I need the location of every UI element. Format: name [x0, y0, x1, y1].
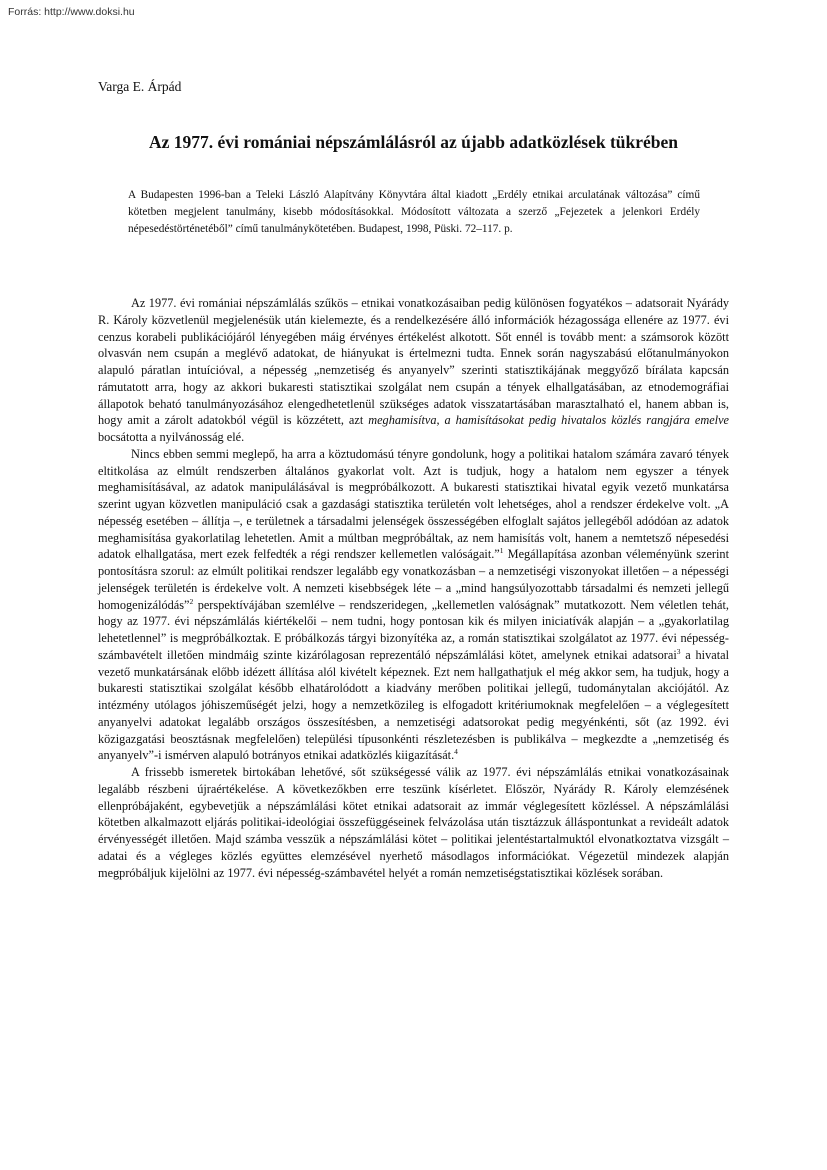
paragraph-2-text-d: a hivatal vezető munkatársának előbb idézett állítása alól kivételt képeznek. Ezt nem hallgathatjuk el még akkor sem, ha tudjuk, hogy a bukaresti statisztikai szolgálat később elhatárolódott a kiadvány merőben politikai jellegű, tudománytalan akciójától. Az intézmény utólagos jóhiszeműségét jelzi, hogy a nemzetközileg is elfogadott kritériumoknak megfelelően – a véglegesített anyanyelvi adatokat legalább országos összesítésben, a nemzetiségi adatsorokat pedig megyénkénti, sőt (az 1992. évi közigazgatási beosztásnak megfelelően) települési típusonkénti részletezésben is publikálva – megkezdte a „nemzetiség és anyanyelv”-i ismérven alapuló botrányos etnikai adatközlés kiigazítását.: [98, 647, 729, 763]
paragraph-2-text-b: Megállapítása azonban véleményünk szerint pontosításra szorul: az elmúlt politikai rendszer legalább egy vonatkozásban – a nemzetiségi viszonyokat illetően – a népességi jelenségek területén is érdekelve volt. A nemzeti kisebbségek léte – a „mind hangsúlyozottabb társadalmi és nemzeti jellegű homogenizálódás”: [98, 547, 729, 612]
publication-note: A Budapesten 1996-ban a Teleki László Alapítvány Könyvtára által kiadott „Erdély etnikai arculatának változása” című kötetben megjelent tanulmány, kisebb módosításokkal. Módosított változata a szerző „Fejezetek a jelenkori Erdély népesedéstörténetéből” című tanulmánykötetében. Budapest, 1998, Püski. 72–117. p.: [128, 189, 700, 235]
footnote-ref-1: 1: [499, 546, 504, 556]
paragraph-1: [98, 295, 729, 446]
article-body: [98, 295, 729, 881]
footnote-ref-3: 3: [676, 646, 681, 656]
paragraph-2: [98, 446, 729, 764]
paragraph-3: A frissebb ismeretek birtokában lehetővé, sőt szükségessé válik az 1977. évi népszámlálás etnikai vonatkozásainak legalább részbeni újraértékelése. A következőkben erre teszünk kísérletet. Először, Nyárády R. Károly elemzésének ellenpróbájaként, egybevetjük a népszámlálási kötet etnikai adatsorait az immár véglegesített közléssel. A népszámlálási kötetben alkalmazott eljárás politikai-ideológiai összefüggéseinek felvázolása után tisztázzuk álláspontunkat a revideált adatok érvényességét illetően. Majd számba vesszük a népszámlálási kötet – politikai jelentéstartalmuktól elvonatkoztatva vizsgált – adatai és a végleges közlés együttes elemzésével nyerhető másodlagos információkat. Végezetül mindezek alapján megpróbáljuk kijelölni az 1977. évi népesség-számbavétel helyét a román nemzetiségstatisztikai közlések sorában.: [98, 765, 729, 880]
footnote-ref-4: 4: [454, 747, 458, 757]
footnote-ref-2: 2: [189, 596, 194, 606]
article-title: Az 1977. évi romániai népszámlálásról az újabb adatközlések tükrében: [148, 132, 679, 152]
source-url: Forrás: http://www.doksi.hu: [8, 6, 135, 18]
author-name: Varga E. Árpád: [98, 79, 182, 94]
paragraph-1-end: bocsátotta a nyilvánosság elé.: [98, 430, 245, 444]
paragraph-2-text-c: perspektívájában szemlélve – rendszeridegen, „kellemetlen valóságnak” mutatkozott. Nem véletlen tehát, hogy az 1977. évi népszámlálás kiértékelői – nem tudni, hogy pontosan kik és milyen iniciatívák alapján – a „gyakorlatilag lehetetlennel” is megpróbálkoztak. E próbálkozás tárgyi bizonyítéka az, a román statisztikai szolgálatot az 1977. évi népesség-számbavételt illetően mindmáig szinte kizárólagosan reprezentáló népszámlálási kötet, amelynek etnikai adatsorai: [98, 597, 729, 662]
paragraph-1-emphasis: meghamisítva, a hamisításokat pedig hivatalos közlés rangjára emelve: [368, 413, 729, 428]
paragraph-2-text-a: Nincs ebben semmi meglepő, ha arra a köztudomású tényre gondolunk, hogy a politikai hatalom számára zavaró tények eltitkolása az elmúlt rendszerben általános gyakorlat volt. Azt is tudjuk, hogy a hatalom nem egyszer a tények meghamisításával, az adatok manipulálásával is megpróbálkozott. A bukaresti statisztikai hivatal egyik vezető munkatársa szerint ugyan közvetlen manipuláció csak a gazdasági statisztika területén volt lehetséges, ahol a rendszer érdekelve volt. „A népesség esetében – állítja –, e területnek a társadalmi jelenségek összességében elfoglalt sajátos jellegéből adódóan az adatok meghamisítása gyakorlatilag lehetetlen. Amit a múltban megpróbáltak, az nem hamisítás volt, hanem a nemtetsző népesedési adatok elhallgatása, mert ezek felfedték a régi rendszer kellemetlen valóságait.”: [98, 446, 729, 562]
paragraph-1-text: Az 1977. évi romániai népszámlálás szűkös – etnikai vonatkozásaiban pedig különösen fogyatékos – adatsorait Nyárády R. Károly közvetlenül megjelenésük után kielemezte, és a rendelkezésére álló információk hézagossága ellenére az 1977. évi cenzus korabeli publikációjáról lényegében máig érvényes értékelést alkotott. Sőt ennél is tovább ment: a számsorok között olvasván nem csupán a meglévő adatokat, de hiányukat is értelmezni tudta. Ennek során nagyszabású előtanulmányokon alapuló páratlan intuícióval, a népesség „nemzetiség és anyanyelv” szerinti statisztikájának meggyőző bírálata kapcsán rámutatott arra, hogy az akkori bukaresti statisztikai szolgálat nem csupán a tények elhallgatásában, az etnodemográfiai állapotok beható tanulmányozásához elengedhetetlenül szükséges adatok visszatartásában marasztalható el, hanem abban is, hogy amit a zárolt adatokból végül is közzétett, azt: [98, 296, 729, 428]
